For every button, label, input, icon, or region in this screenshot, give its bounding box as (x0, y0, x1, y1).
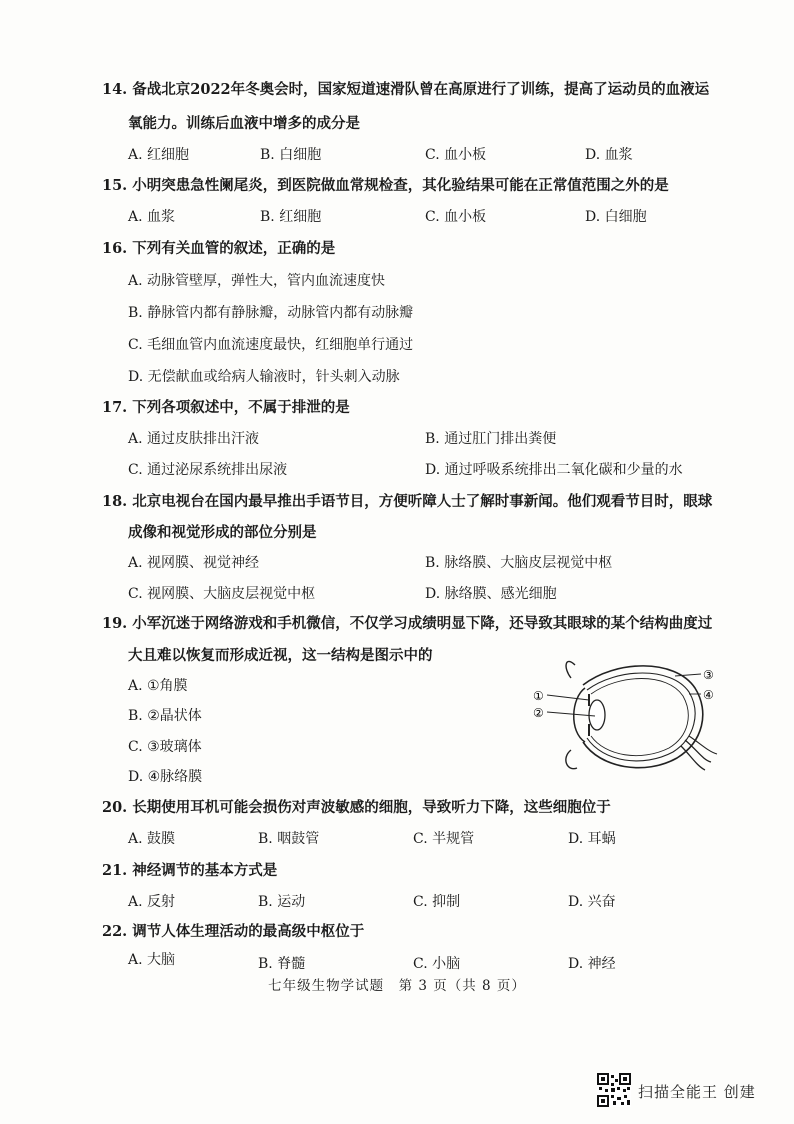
question-20-option-d: D. 耳蜗 (568, 831, 616, 847)
qr-code-icon (597, 1073, 631, 1107)
question-20-option-c: C. 半规管 (413, 831, 475, 847)
question-14-option-d: D. 血浆 (585, 147, 633, 163)
question-22-stem: 22. 调节人体生理活动的最高级中枢位于 (102, 923, 365, 940)
eye-label-4: ④ (703, 688, 714, 702)
question-20-option-a: A. 鼓膜 (128, 831, 176, 847)
question-21-option-c: C. 抑制 (413, 894, 461, 910)
question-21-option-a: A. 反射 (128, 894, 176, 910)
question-17-option-a: A. 通过皮肤排出汗液 (128, 431, 260, 447)
question-17-option-b: B. 通过肛门排出粪便 (425, 431, 557, 447)
question-16-option-b: B. 静脉管内都有静脉瓣，动脉管内都有动脉瓣 (128, 305, 414, 321)
question-14-stem-line2: 氧能力。训练后血液中增多的成分是 (128, 115, 360, 132)
question-22-option-b: B. 脊髓 (258, 956, 306, 972)
question-22-option-d: D. 神经 (568, 956, 616, 972)
question-16-option-c: C. 毛细血管内血流速度最快，红细胞单行通过 (128, 337, 414, 353)
question-14-option-b: B. 白细胞 (260, 147, 322, 163)
question-15-option-a: A. 血浆 (128, 209, 176, 225)
question-21-stem: 21. 神经调节的基本方式是 (102, 862, 278, 879)
question-15-option-c: C. 血小板 (425, 209, 487, 225)
question-18-stem-line1: 18. 北京电视台在国内最早推出手语节目，方便听障人士了解时事新闻。他们观看节目时，眼球 (102, 493, 713, 510)
question-15-stem: 15. 小明突患急性阑尾炎，到医院做血常规检查，其化验结果可能在正常值范围之外的是 (102, 177, 669, 194)
question-16-option-a: A. 动脉管壁厚，弹性大，管内血流速度快 (128, 273, 386, 289)
question-18-option-d: D. 脉络膜、感光细胞 (425, 586, 557, 602)
question-22-option-c: C. 小脑 (413, 956, 461, 972)
question-16-stem: 16. 下列有关血管的叙述，正确的是 (102, 240, 336, 257)
question-18-option-c: C. 视网膜、大脑皮层视觉中枢 (128, 586, 316, 602)
question-20-option-b: B. 咽鼓管 (258, 831, 320, 847)
question-21-option-d: D. 兴奋 (568, 894, 616, 910)
question-19-stem-line1: 19. 小军沉迷于网络游戏和手机微信，不仅学习成绩明显下降，还导致其眼球的某个结构曲度过 (102, 615, 713, 632)
question-15-option-d: D. 白细胞 (585, 209, 647, 225)
question-15-option-b: B. 红细胞 (260, 209, 322, 225)
eye-diagram (505, 650, 725, 775)
eye-label-3: ③ (703, 668, 714, 682)
question-19-option-b: B. ②晶状体 (128, 708, 202, 724)
question-14-stem-line1: 14. 备战北京2022年冬奥会时，国家短道速滑队曾在高原进行了训练，提高了运动员的血液运 (102, 81, 710, 98)
question-18-option-a: A. 视网膜、视觉神经 (128, 555, 260, 571)
question-14-option-a: A. 红细胞 (128, 147, 190, 163)
eye-label-2: ② (533, 706, 544, 720)
question-19-stem-line2: 大且难以恢复而形成近视，这一结构是图示中的 (128, 647, 433, 664)
question-17-stem: 17. 下列各项叙述中，不属于排泄的是 (102, 399, 350, 416)
question-17-option-d: D. 通过呼吸系统排出二氧化碳和少量的水 (425, 462, 683, 478)
scanner-watermark: 扫描全能王 创建 (638, 1083, 756, 1101)
question-18-stem-line2: 成像和视觉形成的部位分别是 (128, 524, 317, 541)
question-19-option-c: C. ③玻璃体 (128, 739, 202, 755)
question-21-option-b: B. 运动 (258, 894, 306, 910)
question-22-option-a: A. 大脑 (128, 952, 176, 968)
question-16-option-d: D. 无偿献血或给病人输液时，针头刺入动脉 (128, 369, 400, 385)
question-19-option-a: A. ①角膜 (128, 678, 188, 694)
question-19-option-d: D. ④脉络膜 (128, 769, 203, 785)
eye-label-1: ① (533, 689, 544, 703)
question-17-option-c: C. 通过泌尿系统排出尿液 (128, 462, 288, 478)
question-18-option-b: B. 脉络膜、大脑皮层视觉中枢 (425, 555, 613, 571)
question-14-option-c: C. 血小板 (425, 147, 487, 163)
question-20-stem: 20. 长期使用耳机可能会损伤对声波敏感的细胞，导致听力下降，这些细胞位于 (102, 799, 611, 816)
page-footer: 七年级生物学试题 第 3 页（共 8 页） (268, 978, 526, 994)
